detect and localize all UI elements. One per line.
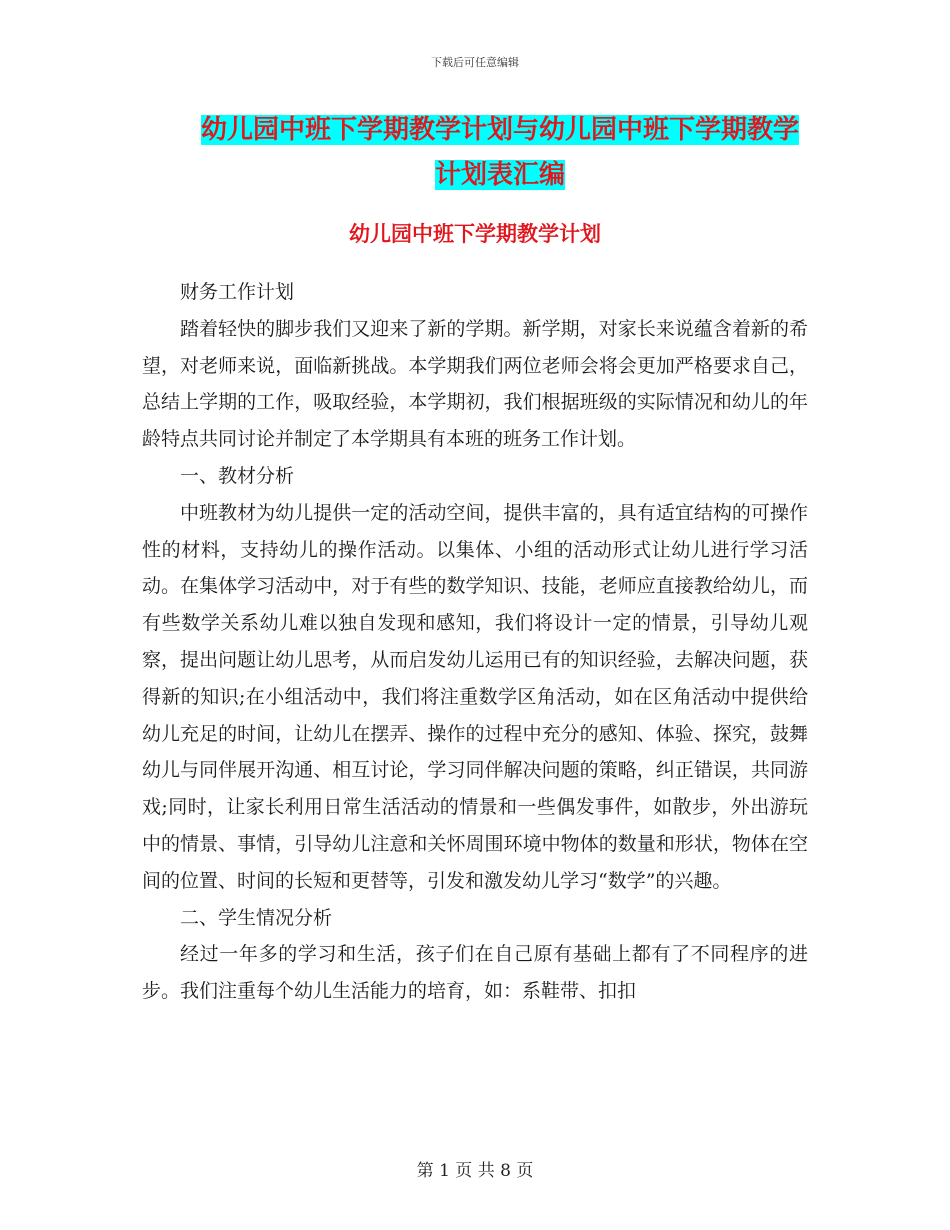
section-title: 幼儿园中班下学期教学计划 xyxy=(349,221,601,246)
document-body xyxy=(142,274,808,1010)
paragraph-material-analysis: 中班教材为幼儿提供一定的活动空间，提供丰富的，具有适宜结构的可操作性的材料，支持幼儿的操作活动。以集体、小组的活动形式让幼儿进行学习活动。在集体学习活动中，对于有些的数学知识、技能，老师应直接教给幼儿，而有些数学关系幼儿难以独自发现和感知，我们将设计一定的情景，引导幼儿观察，提出问题让幼儿思考，从而启发幼儿运用已有的知识经验，去解决问题，获得新的知识;在小组活动中，我们将注重数学区角活动，如在区角活动中提供给幼儿充足的时间，让幼儿在摆弄、操作的过程中充分的感知、体验、探究，鼓舞幼儿与同伴展开沟通、相互讨论，学习同伴解决问题的策略，纠正错误，共同游戏;同时，让家长利用日常生活活动的情景和一些偶发事件，如散步，外出游玩中的情景、事情，引导幼儿注意和关怀周围环境中物体的数量和形状，物体在空间的位置、时间的长短和更替等，引发和激发幼儿学习“数学”的兴趣。 xyxy=(142,501,808,892)
title-line-2: 计划表汇编 xyxy=(434,160,565,190)
paragraph-intro: 踏着轻快的脚步我们又迎来了新的学期。新学期，对家长来说蕴含着新的希望，对老师来说，面临新挑战。本学期我们两位老师会将会更加严格要求自己，总结上学期的工作，吸取经验，本学期初，我们根据班级的实际情况和幼儿的年龄特点共同讨论并制定了本学期具有本班的班务工作计划。 xyxy=(142,317,808,451)
subheading-finance-plan: 财务工作计划 xyxy=(180,281,295,303)
subheading-material-analysis: 一、教材分析 xyxy=(180,464,295,487)
header-note: 下载后可任意编辑 xyxy=(431,56,519,69)
subheading-student-analysis: 二、学生情况分析 xyxy=(180,906,333,929)
title-line-1: 幼儿园中班下学期教学计划与幼儿园中班下学期教学 xyxy=(200,115,799,145)
document-title xyxy=(150,108,850,198)
paragraph-student-analysis: 经过一年多的学习和生活，孩子们在自己原有基础上都有了不同程序的进步。我们注重每个幼儿生活能力的培育，如：系鞋带、扣扣 xyxy=(142,943,808,1003)
page-footer: 第 1 页 共 8 页 xyxy=(416,1161,534,1181)
